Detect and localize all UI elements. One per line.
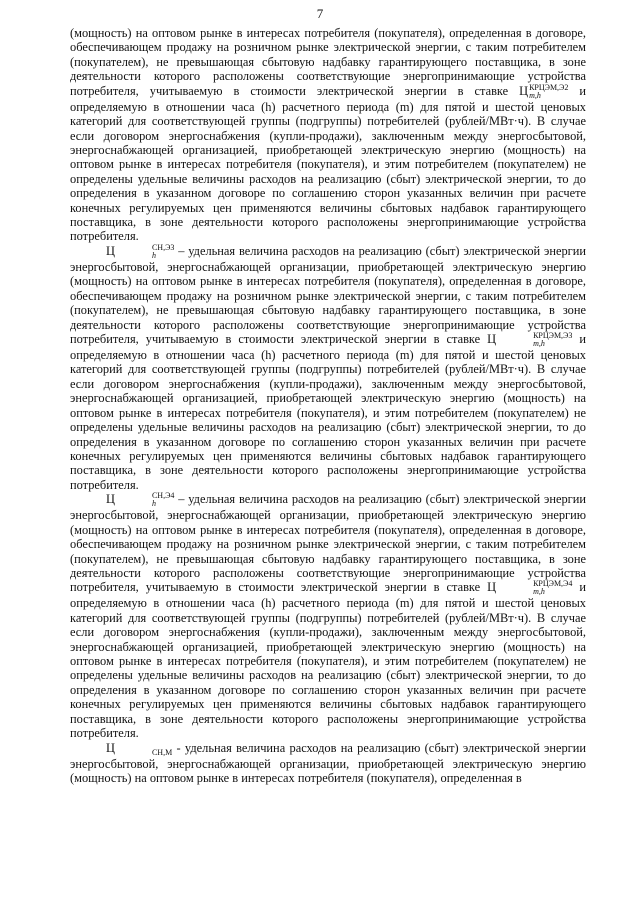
paragraph-4-text-start: - удельная величина расходов на реализацию (сбыт) электрической энергии энергосбытовой, энергоснабжающей организации, приобретающей электрическую энергию (мощность) на оптовом рынке в интересах потребителя (покупателя), определенная в [70,740,586,785]
page-number: 7 [316,6,324,21]
paragraph-2 [70,244,586,492]
paragraph-2-text-end: и определяемую в отношении часа (h) расчетного периода (m) для пятой и шестой ценовых категорий для соответствующей группы (подгруппы) потребителей (рублей/МВт·ч). В случае если договором энергоснабжения (купли-продажи), заключенным между энергосбытовой, энергоснабжающей организацией, приобретающей электрическую энергию (мощность) на оптовом рынке в интересах потребителя (покупателя), и этим потребителем (покупателем) не определены удельные величины расходов на реализацию (сбыт) электрической энергии, то до определения в указанном договоре по соглашению сторон указанных величин при расчете конечных регулируемых цен применяются величины сбытовых надбавок гарантирующего поставщика, в зоне деятельности которого расположены энергопринимающие устройства потребителя. [70,332,586,492]
formula-symbol-sn-m: Ц СН,М [106,740,173,757]
formula-symbol-sn-e4: Ц СН,Э4 h [106,491,175,509]
paragraph-4 [70,741,586,786]
formula-symbol-krcem-e2: Ц КРЦЭМ,Э2 m,h [519,82,569,100]
paragraph-1 [70,26,586,244]
paragraph-3 [70,492,586,740]
formula-symbol-krcem-e3: Ц КРЦЭМ,Э3 m,h [487,331,573,349]
paragraph-3-text-end: и определяемую в отношении часа (h) расчетного периода (m) для пятой и шестой ценовых категорий для соответствующей группы (подгруппы) потребителей (рублей/МВт·ч). В случае если договором энергоснабжения (купли-продажи), заключенным между энергосбытовой, энергоснабжающей организацией, приобретающей электрическую энергию (мощность) на оптовом рынке в интересах потребителя (покупателя), и этим потребителем (покупателем) не определены удельные величины расходов на реализацию (сбыт) электрической энергии, то до определения в указанном договоре по соглашению сторон указанных величин при расчете конечных регулируемых цен применяются величины сбытовых надбавок гарантирующего поставщика, в зоне деятельности которого расположены энергопринимающие устройства потребителя. [70,580,586,741]
paragraph-3-text-start: – удельная величина расходов на реализацию (сбыт) электрической энергии энергосбытовой, энергоснабжающей организации, приобретающей электрическую энергию (мощность) на оптовом рынке в интересах потребителя (покупателя), определенная в договоре, обеспечивающем продажу на розничном рынке электрической энергии, с таким потребителем (покупателем), не превышающая сбытовую надбавку гарантирующего поставщика, в зоне деятельности которого расположены соответствующие энергопринимающие устройства потребителя, учитываемую в стоимости электрической энергии в ставке [70,492,586,595]
formula-symbol-sn-e3: Ц СН,Э3 h [106,242,175,260]
paragraph-1-text-start: (мощность) на оптовом рынке в интересах потребителя (покупателя), определенная в договоре, обеспечивающем продажу на розничном рынке электрической энергии, с таким потребителем (покупателем), не превышающая сбытовую надбавку гарантирующего поставщика, в зоне деятельности которого расположены соответствующие энергопринимающие устройства потребителя, учитываемую в стоимости электрической энергии в ставке [70,26,586,98]
formula-symbol-krcem-e4: Ц КРЦЭМ,Э4 m,h [487,579,573,597]
paragraph-1-text-end: и определяемую в отношении часа (h) расчетного периода (m) для пятой и шестой ценовых категорий для соответствующей группы (подгруппы) потребителей (рублей/МВт·ч). В случае если договором энергоснабжения (купли-продажи), заключенным между энергосбытовой, энергоснабжающей организацией, приобретающей электрическую энергию (мощность) на оптовом рынке в интересах потребителя (покупателя), и этим потребителем (покупателем) не определены удельные величины расходов на реализацию (сбыт) электрической энергии, то до определения в указанном договоре по соглашению сторон указанных величин при расчете конечных регулируемых цен применяются величины сбытовых надбавок гарантирующего поставщика, в зоне деятельности которого расположены энергопринимающие устройства потребителя. [70,83,586,244]
document-body [70,26,586,785]
paragraph-2-text-start: – удельная величина расходов на реализацию (сбыт) электрической энергии энергосбытовой, энергоснабжающей организации, приобретающей электрическую энергию (мощность) на оптовом рынке в интересах потребителя (покупателя), определенная в договоре, обеспечивающем продажу на розничном рынке электрической энергии, с таким потребителем (покупателем), не превышающая сбытовую надбавку гарантирующего поставщика, в зоне деятельности которого расположены соответствующие энергопринимающие устройства потребителя, учитываемую в стоимости электрической энергии в ставке [70,243,586,347]
